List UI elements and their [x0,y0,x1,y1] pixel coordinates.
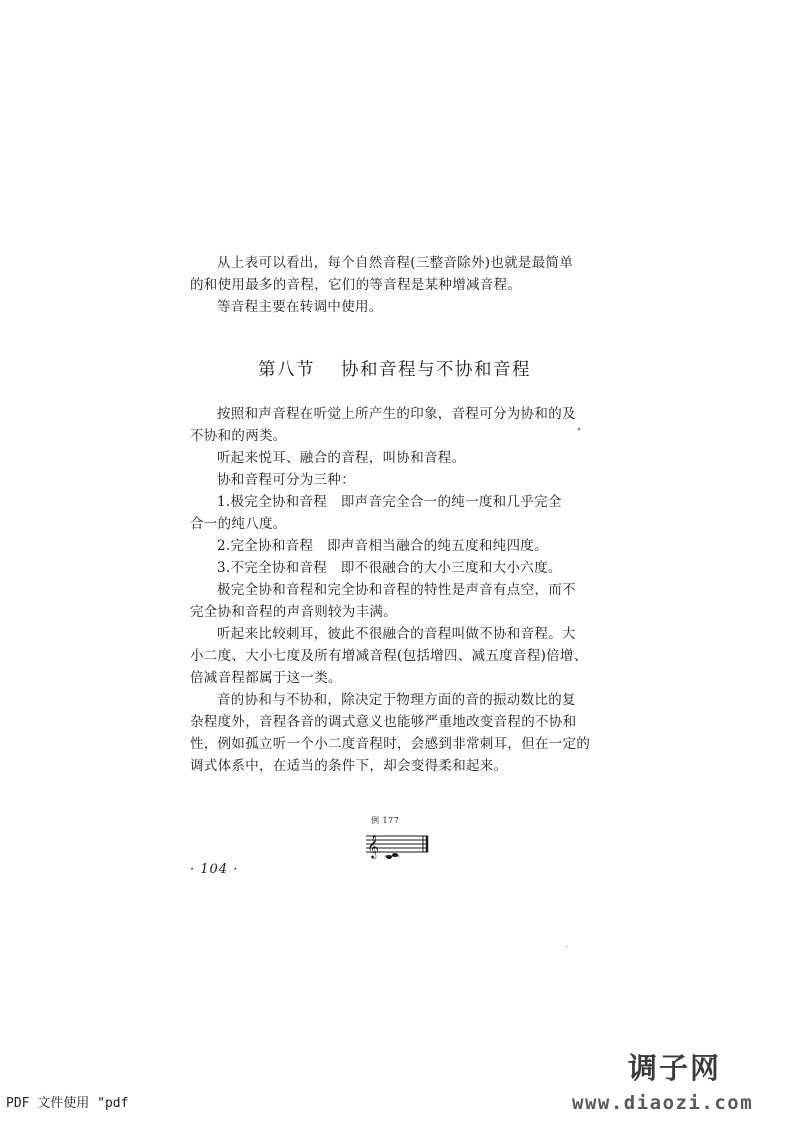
music-staff-example [364,828,430,862]
treble-clef-icon: 𝄞 [367,834,379,858]
paragraph-5-line-1: 听起来比较刺耳，彼此不很融合的音程叫做不协和音程。大 [217,626,576,642]
page-number: · 104 · [190,862,239,877]
scan-speck [566,946,567,947]
intro-line-3: 等音程主要在转调中使用。 [217,299,383,315]
intro-line-2: 的和使用最多的音程，它们的等音程是某种增减音程。 [190,277,522,293]
watermark-url: www.diaozi.com [572,1092,754,1114]
intro-line-1: 从上表可以看出，每个自然音程(三整音除外)也就是最简单 [217,255,574,271]
paragraph-6-line-4: 调式体系中，在适当的条件下，却会变得柔和起来。 [190,758,508,774]
paragraph-2: 听起来悦耳、融合的音程，叫协和音程。 [217,450,466,466]
section-number: 第八节 [258,360,315,380]
paragraph-5-line-3: 倍减音程都属于这一类。 [190,670,342,686]
list-item-1-line-2: 合一的纯八度。 [190,516,287,532]
scan-speck [578,428,580,430]
paragraph-3: 协和音程可分为三种： [217,472,355,488]
list-item-3: 3.不完全协和音程 即不很融合的大小三度和大小六度。 [217,560,562,576]
intro-paragraph [190,252,592,318]
section-heading [258,356,531,381]
paragraph-4-line-1: 极完全协和音程和完全协和音程的特性是声音有点空，而不 [217,582,576,598]
paragraph-5-line-2: 小二度、大小七度及所有增减音程(包括增四、减五度音程)倍增、 [190,648,588,664]
watermark-site-name: 调子网 [628,1051,722,1085]
paragraph-1-line-2: 不协和的两类。 [190,428,287,444]
list-item-1-line-1: 1.极完全协和音程 即声音完全合一的纯一度和几乎完全 [217,494,562,510]
body-text [190,403,592,777]
list-item-2: 2.完全协和音程 即声音相当融合的纯五度和纯四度。 [217,538,548,554]
paragraph-1-line-1: 按照和声音程在听觉上所产生的印象，音程可分为协和的及 [217,406,576,422]
paragraph-4-line-2: 完全协和音程的声音则较为丰满。 [190,604,397,620]
paragraph-6-line-3: 性，例如孤立听一个小二度音程时，会感到非常刺耳，但在一定的 [190,736,591,752]
paragraph-6-line-1: 音的协和与不协和，除决定于物理方面的音的振动数比的复 [217,692,576,708]
paragraph-6-line-2: 杂程度外，音程各音的调式意义也能够严重地改变音程的不协和 [190,714,577,730]
section-title: 协和音程与不协和音程 [341,360,531,380]
footer-source-text: PDF 文件使用 "pdf [6,1096,129,1111]
example-label: 例 177 [371,816,400,825]
